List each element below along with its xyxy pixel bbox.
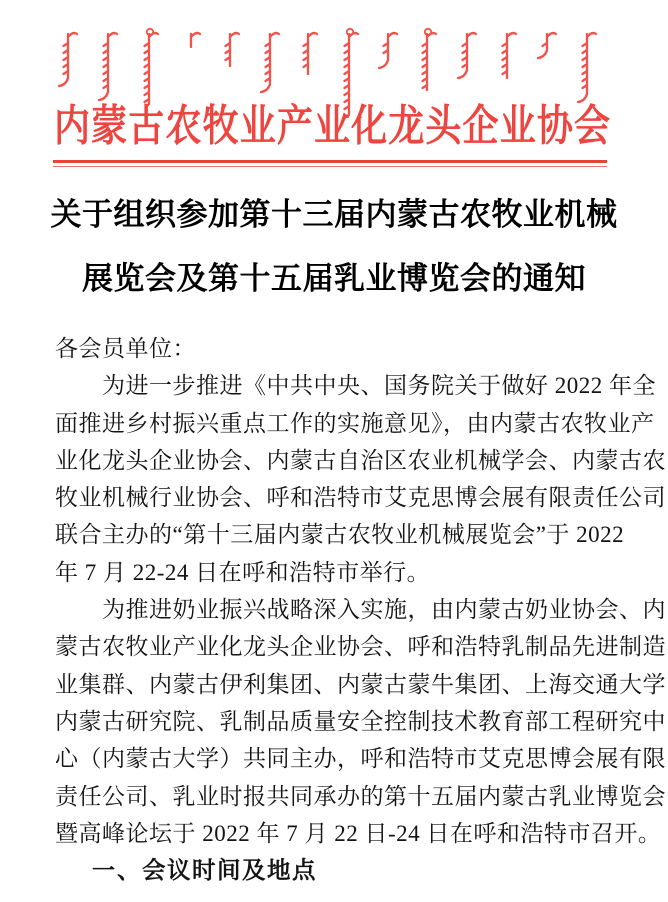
body-line: 心（内蒙古大学）共同主办，呼和浩特市艾克思博会展有限 [55,746,666,772]
body-line: 内蒙古研究院、乳制品质量安全控制技术教育部工程研究中 [55,708,666,734]
org-name-char: 企 [462,102,499,150]
section-1-title: 会议时间及地点 [142,857,317,884]
org-name-char: 业 [313,102,350,150]
body-line: 为推进奶业振兴战略深入实施，由内蒙古奶业协会、内 [102,597,666,623]
body-line: 暨高峰论坛于 2022 年 7 月 22 日-24 日在呼和浩特市召开。 [55,820,662,846]
body-line: 牧业机械行业协会、呼和浩特市艾克思博会展有限责任公司 [55,485,666,511]
org-name-char: 农 [165,102,202,150]
body-line: 业集群、内蒙古伊利集团、内蒙古蒙牛集团、上海交通大学 [55,671,666,697]
doc-title-line-2: 展览会及第十五届乳业博览会的通知 [82,261,586,296]
org-name-char: 头 [425,102,462,150]
org-name-char: 协 [536,102,573,150]
org-name-char: 龙 [388,102,425,150]
body-line: 为进一步推进《中共中央、国务院关于做好 2022 年全 [102,373,656,399]
body-line: 联合主办的“第十三届内蒙古农牧业机械展览会”于 2022 [55,522,625,548]
doc-title-line-1: 关于组织参加第十三届内蒙古农牧业机械 [50,197,618,232]
org-name-char: 古 [128,102,165,150]
org-name [54,102,610,157]
org-name-char: 蒙 [91,102,128,150]
salutation: 各会员单位： [55,336,196,361]
body-line: 面推进乡村振兴重点工作的实施意见》，由内蒙古农牧业产 [55,410,655,436]
org-name-char: 业 [239,102,276,150]
body-text [55,330,666,889]
body-line: 责任公司、乳业时报共同承办的第十五届内蒙古乳业博览会 [55,783,666,809]
section-1-heading [55,852,617,889]
org-name-char: 牧 [202,102,239,150]
header-divider-thick-line [53,160,607,163]
org-name-char: 产 [276,102,313,150]
body-line: 年 7 月 22-24 日在呼和浩特市举行。 [55,559,431,585]
paragraph-2 [55,591,666,852]
body-line: 业化龙头企业协会、内蒙古自治区农业机械学会、内蒙古农 [55,447,666,473]
section-1-number: 一、 [92,858,142,884]
paragraph-1 [55,367,666,591]
body-line: 蒙古农牧业产业化龙头企业协会、呼和浩特乳制品先进制造 [55,634,666,660]
doc-title [0,183,668,311]
org-name-char: 化 [351,102,388,150]
org-name-char: 内 [54,102,91,150]
header-divider [53,160,607,167]
mongolian-script [0,0,668,118]
header-divider-thin-line [53,166,607,168]
org-name-char: 会 [573,102,610,150]
org-name-char: 业 [499,102,536,150]
